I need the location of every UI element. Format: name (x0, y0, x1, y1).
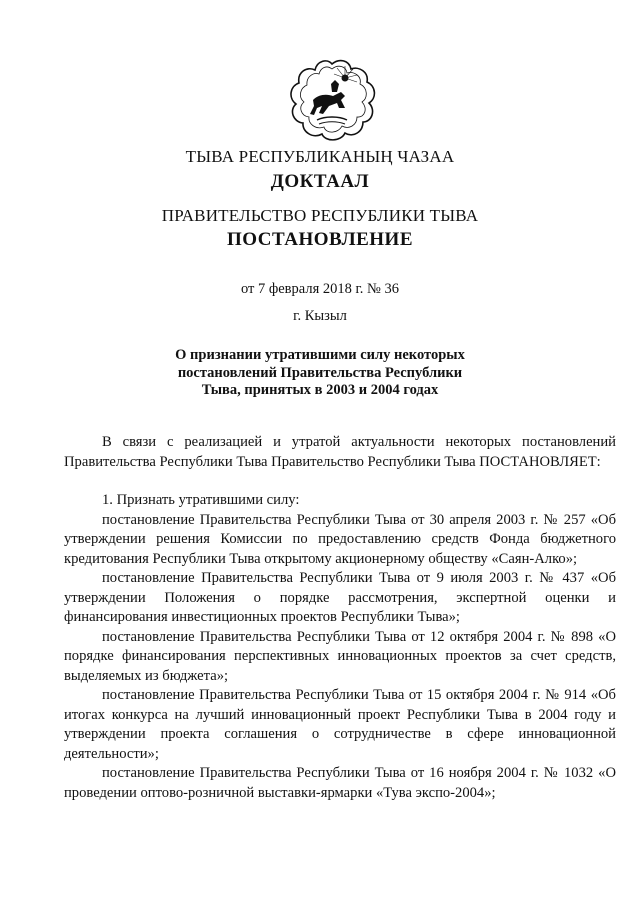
item-heading: 1. Признать утратившими силу: (102, 492, 300, 508)
title-line: О признании утратившими силу некоторых (175, 347, 465, 363)
document-title (0, 347, 640, 400)
repealed-decree-item: постановление Правительства Республики Тыва от 30 апреля 2003 г. № 257 «Об утверждении решения Комиссии по предоставлению средств Фонда бюджетного кредитования Республики Тыва открытому акционерному обществу «Саян-Алко»; (64, 511, 616, 567)
header-russian-line2: ПОСТАНОВЛЕНИЕ (226, 229, 414, 250)
repealed-decree-item: постановление Правительства Республики Тыва от 15 октября 2004 г. № 914 «Об итогах конкурса на лучший инновационный проект Республики Тыва в 2004 году и утверждении проекта соглашения о сотрудничестве в сфере инновационной деятельности»; (64, 687, 616, 762)
document-date: от 7 февраля 2018 г. № 36 (240, 281, 400, 297)
header-tyva-line2: ДОКТААЛ (270, 171, 370, 192)
preamble-paragraph: В связи с реализацией и утратой актуальности некоторых постановлений Правительства Республики Тыва Правительство Республики Тыва ПОСТАНОВЛЯЕТ: (64, 434, 616, 470)
document-city: г. Кызыл (293, 308, 347, 324)
repealed-decree-item: постановление Правительства Республики Тыва от 12 октября 2004 г. № 898 «О порядке финансирования перспективных инновационных проектов за счет средств, выделяемых из бюджета»; (64, 628, 616, 684)
coat-of-arms-emblem (287, 58, 377, 144)
header-tyva-line1: ТЫВА РЕСПУБЛИКАНЫҢ ЧАЗАА (185, 147, 455, 166)
repealed-decree-item: постановление Правительства Республики Тыва от 9 июля 2003 г. № 437 «Об утверждении Положения о порядке рассмотрения, экспертной оценки и финансирования инвестиционных проектов Республики Тыва»; (64, 570, 616, 625)
title-line: постановлений Правительства Республики (177, 364, 463, 381)
title-line: Тыва, принятых в 2003 и 2004 годах (201, 382, 439, 398)
header-russian-line1: ПРАВИТЕЛЬСТВО РЕСПУБЛИКИ ТЫВА (161, 206, 479, 225)
document-body (64, 433, 616, 803)
repealed-decree-item: постановление Правительства Республики Тыва от 16 ноября 2004 г. № 1032 «О проведении оптово-розничной выставки-ярмарки «Тува экспо-2004»; (64, 765, 616, 801)
